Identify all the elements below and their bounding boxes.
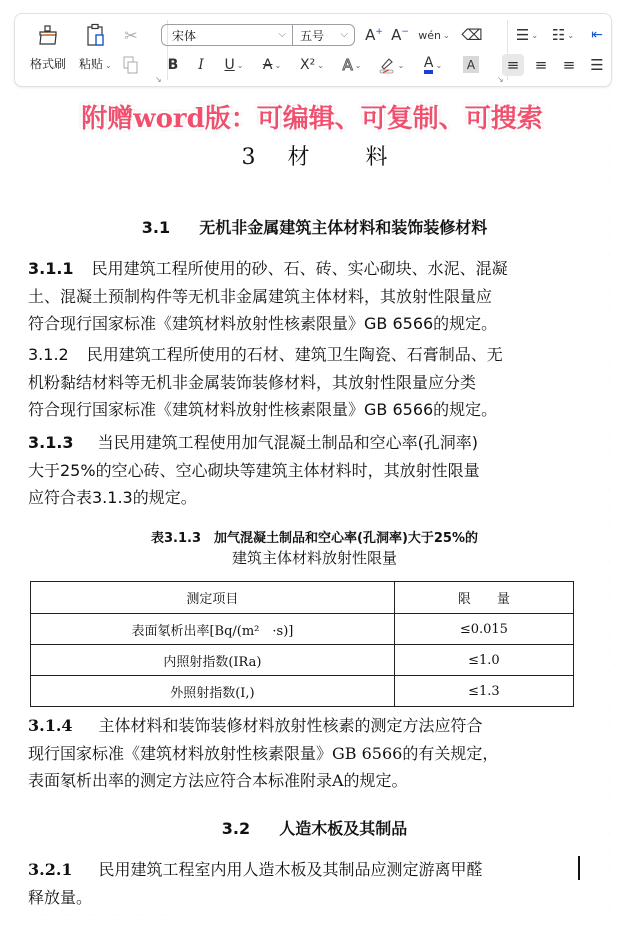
copy-button[interactable] xyxy=(121,54,141,76)
table-caption: 表3.1.3 加气混凝土制品和空心率(孔洞率)大于25%的 xyxy=(150,531,478,546)
text-cursor xyxy=(578,856,580,880)
clause-3-1-4 xyxy=(28,712,576,795)
clear-format-button[interactable] xyxy=(461,24,483,46)
paste-dropdown[interactable] xyxy=(79,55,112,72)
clause-text-line: 表面氡析出率的测定方法应符合本标准附录A的规定。 xyxy=(28,771,408,790)
table-cell: ≤1.0 xyxy=(394,645,573,676)
bold-icon: B xyxy=(167,57,179,73)
format-painter-icon xyxy=(37,24,59,46)
scissors-icon: ✂ xyxy=(124,25,138,45)
chevron-down-icon: ⌄ xyxy=(105,61,112,70)
chevron-down-icon: ⌄ xyxy=(274,60,282,70)
section-title: 人造木板及其制品 xyxy=(279,819,408,838)
table-caption-line-2: 建筑主体材料放射性限量 xyxy=(231,549,397,567)
font-size-select[interactable] xyxy=(293,24,355,46)
strikethrough-button[interactable] xyxy=(257,54,287,76)
clause-text-line: 民用建筑工程室内用人造木板及其制品应测定游离甲醛 xyxy=(98,860,483,879)
table-header-row xyxy=(31,582,574,614)
bold-button[interactable] xyxy=(163,54,183,76)
paste-button[interactable] xyxy=(83,22,109,48)
clause-text-line: 现行国家标准《建筑材料放射性核素限量》GB 6566的有关规定， xyxy=(28,743,499,763)
shrink-font-icon: A− xyxy=(391,26,409,44)
chapter-title xyxy=(0,140,629,171)
clause-number: 3.1.2 xyxy=(28,345,69,364)
copy-icon xyxy=(123,56,139,74)
paste-icon xyxy=(85,23,107,47)
clause-text-line: 符合现行国家标准《建筑材料放射性核素限量》GB 6566的规定。 xyxy=(28,400,498,419)
table-header-cell: 测定项目 xyxy=(31,582,395,614)
section-number: 3.1 xyxy=(141,218,171,237)
align-right-button[interactable] xyxy=(558,54,580,76)
phonetic-guide-button[interactable] xyxy=(418,24,450,46)
clause-text-line: 大于25%的空心砖、空心砌块等建筑主体材料时，其放射性限量 xyxy=(28,460,480,480)
clause-number: 3.1.3 xyxy=(28,433,74,452)
align-center-button[interactable] xyxy=(530,54,552,76)
align-left-icon: ≡ xyxy=(506,56,520,74)
text-effect-icon: A xyxy=(342,56,353,74)
chevron-down-icon: ⌄ xyxy=(397,60,405,70)
strikethrough-icon: A xyxy=(262,57,273,73)
chevron-down-icon: ⌵ xyxy=(278,29,286,40)
table-row xyxy=(31,676,574,707)
chapter-number: 3 xyxy=(241,145,256,170)
highlighter-icon xyxy=(378,56,396,74)
clause-number: 3.1.1 xyxy=(28,259,74,278)
bullet-list-icon: ☰ xyxy=(515,26,530,44)
chapter-title-char-1: 材 xyxy=(287,145,310,170)
grow-font-button[interactable] xyxy=(363,24,385,46)
clause-text-line: 符合现行国家标准《建筑材料放射性核素限量》GB 6566的规定。 xyxy=(28,314,498,333)
align-right-icon: ≡ xyxy=(562,56,576,74)
chevron-down-icon: ⌵ xyxy=(340,29,348,40)
paste-label: 粘贴 xyxy=(79,57,104,71)
table-cell: 外照射指数(I,) xyxy=(31,676,395,707)
grow-font-icon: A+ xyxy=(365,26,383,44)
justify-button[interactable] xyxy=(586,54,608,76)
shrink-font-button[interactable] xyxy=(389,24,411,46)
clause-3-1-1 xyxy=(28,255,576,338)
decrease-indent-icon: ⇤ xyxy=(591,27,603,43)
chevron-down-icon: ⌄ xyxy=(317,60,324,70)
font-color-icon: A xyxy=(424,56,434,74)
superscript-icon: X² xyxy=(300,57,316,73)
section-heading-3-2 xyxy=(0,816,629,839)
section-number: 3.2 xyxy=(221,819,251,838)
clause-text-line: 主体材料和装饰装修材料放射性核素的测定方法应符合 xyxy=(98,716,483,735)
section-heading-3-1 xyxy=(0,215,629,238)
table-row xyxy=(31,645,574,676)
underline-icon: U xyxy=(224,57,235,73)
align-left-button[interactable] xyxy=(502,54,524,76)
table-cell: 表面氡析出率[Bq/(m² ·s)] xyxy=(31,614,395,645)
char-shading-icon: A xyxy=(466,57,476,72)
bullets-button[interactable] xyxy=(511,24,543,46)
underline-button[interactable] xyxy=(219,54,249,76)
font-dialog-launcher[interactable]: ↘ xyxy=(497,75,504,84)
italic-icon: I xyxy=(198,57,204,73)
chevron-down-icon: ⌄ xyxy=(443,30,450,40)
table-cell: ≤1.3 xyxy=(394,676,573,707)
chevron-down-icon: ⌄ xyxy=(435,60,443,70)
table-cell: 内照射指数(IRa) xyxy=(31,645,395,676)
table-header-cell: 限 量 xyxy=(394,582,573,614)
format-painter-label[interactable]: 格式刷 xyxy=(30,57,67,71)
phonetic-guide-icon: wén xyxy=(418,28,442,42)
eraser-icon: ⌫ xyxy=(461,26,483,44)
chevron-down-icon: ⌄ xyxy=(567,30,575,40)
numbered-list-icon: ☷ xyxy=(551,26,566,44)
radioactivity-limits-table xyxy=(30,581,574,707)
clause-number: 3.1.4 xyxy=(28,716,73,735)
clause-text-line: 民用建筑工程所使用的石材、建筑卫生陶瓷、石膏制品、无 xyxy=(86,345,503,364)
font-family-value: 宋体 xyxy=(172,28,197,43)
format-painter-button[interactable] xyxy=(35,22,61,48)
justify-icon: ☰ xyxy=(590,56,604,74)
italic-button[interactable] xyxy=(191,54,211,76)
font-color-button[interactable] xyxy=(417,54,449,76)
highlight-button[interactable] xyxy=(375,54,407,76)
superscript-button[interactable] xyxy=(295,54,329,76)
chevron-down-icon: ⌄ xyxy=(236,60,244,70)
clause-text-line: 应符合表3.1.3的规定。 xyxy=(28,488,197,507)
section-title: 无机非金属建筑主体材料和装饰装修材料 xyxy=(199,218,488,237)
font-size-value: 五号 xyxy=(300,28,325,43)
text-effect-button[interactable] xyxy=(337,54,367,76)
table-row xyxy=(31,614,574,645)
promo-banner: 附赠word版：可编辑、可复制、可搜索 xyxy=(81,104,543,134)
ribbon-toolbar xyxy=(14,13,612,87)
font-family-select[interactable] xyxy=(161,24,293,46)
clause-text-line: 土、混凝土预制构件等无机非金属建筑主体材料，其放射性限量应 xyxy=(28,286,493,306)
clause-text-line: 民用建筑工程所使用的砂、石、砖、实心砌块、水泥、混凝 xyxy=(91,259,508,278)
char-shading-button[interactable] xyxy=(463,56,479,73)
chevron-down-icon: ⌄ xyxy=(354,60,362,70)
cut-button[interactable] xyxy=(121,24,141,46)
clause-3-2-1 xyxy=(28,856,576,911)
chevron-down-icon: ⌄ xyxy=(531,30,539,40)
align-center-icon: ≡ xyxy=(534,56,548,74)
clause-3-1-3 xyxy=(28,429,576,512)
clause-3-1-2 xyxy=(28,341,576,424)
table-cell: ≤0.015 xyxy=(394,614,573,645)
clause-number: 3.2.1 xyxy=(28,860,73,879)
clause-text-line: 当民用建筑工程使用加气混凝土制品和空心率(孔洞率) xyxy=(97,433,479,452)
chapter-title-char-2: 料 xyxy=(365,145,388,170)
clause-text-line: 释放量。 xyxy=(28,887,93,907)
clipboard-dialog-launcher[interactable]: ↘ xyxy=(155,75,162,84)
decrease-indent-button[interactable] xyxy=(587,24,607,46)
clause-text-line: 机粉黏结材料等无机非金属装饰装修材料，其放射性限量应分类 xyxy=(28,372,477,392)
numbering-button[interactable] xyxy=(547,24,579,46)
